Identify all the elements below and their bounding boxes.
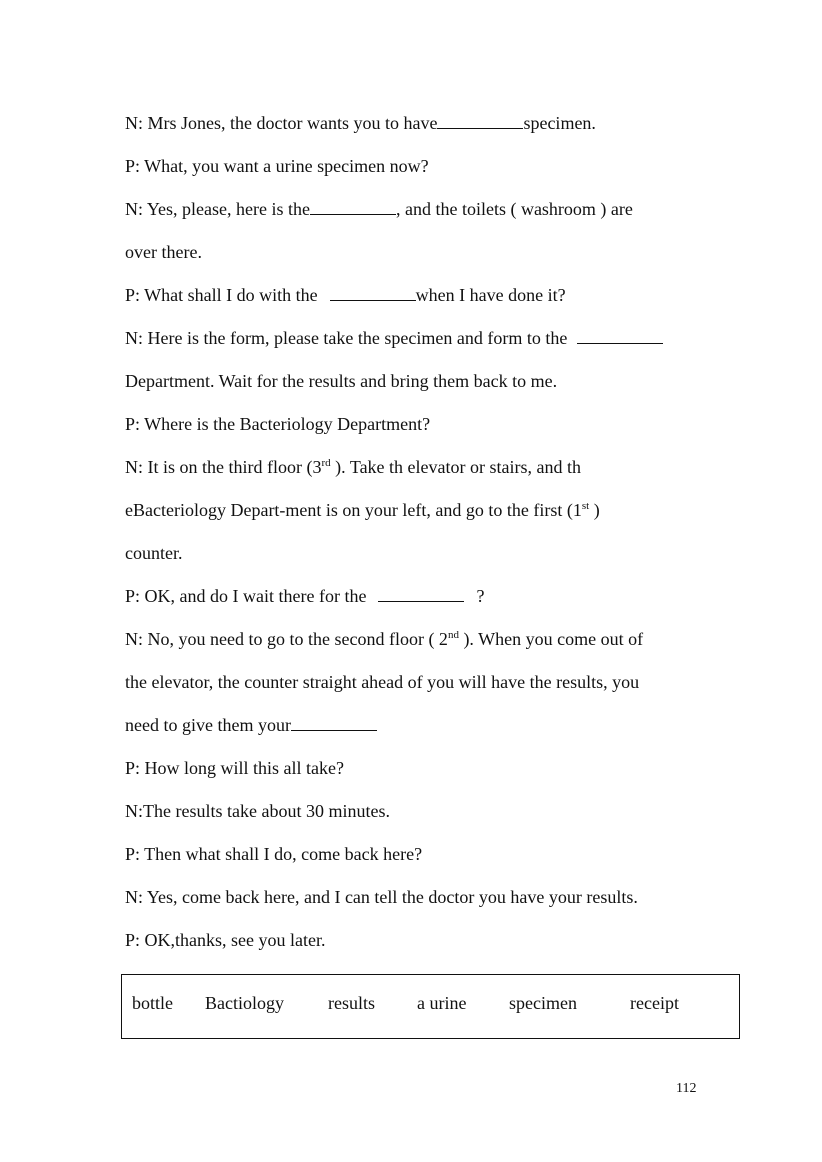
line-text: ) [589,500,600,520]
line-text: need to give them your [125,715,291,735]
line-text: P: OK,thanks, see you later. [125,930,326,950]
line-text: specimen. [523,113,596,133]
line-text: P: Then what shall I do, come back here? [125,844,423,864]
dialogue-line [125,198,633,220]
dialogue-line [125,499,600,521]
line-text: eBacteriology Depart-ment is on your left, and go to the first (1 [125,500,582,520]
dialogue-line [125,585,484,607]
line-text: counter. [125,543,183,563]
word-bank-item: a urine [417,993,467,1013]
word-bank-item: results [328,993,375,1013]
ordinal-suffix: st [581,500,590,512]
answer-blank [378,585,464,602]
answer-blank [310,198,396,215]
line-text: N: Yes, come back here, and I can tell the doctor you have your results. [125,887,638,907]
line-text: ). When you come out of [458,629,644,649]
answer-blank [437,112,523,129]
dialogue-line [125,757,344,779]
dialogue-line [125,284,566,306]
line-text: over there. [125,242,202,262]
dialogue-line [125,327,663,349]
word-bank-item: bottle [132,993,173,1013]
line-text: P: Where is the Bacteriology Department? [125,414,431,434]
line-text: the elevator, the counter straight ahead of you will have the results, you [125,672,640,692]
word-bank-item: receipt [630,993,679,1013]
line-text: N: Yes, please, here is the [125,199,310,219]
dialogue-line [125,929,325,951]
word-bank-box [121,974,740,1039]
line-text: N: Here is the form, please take the specimen and form to the [125,328,568,348]
line-text: Department. Wait for the results and bring them back to me. [125,371,558,391]
dialogue-line [125,714,377,736]
line-text: ? [476,586,485,606]
line-text: N: Mrs Jones, the doctor wants you to have [125,113,438,133]
page-number: 112 [676,1081,697,1096]
dialogue-line [125,241,202,263]
dialogue-line [125,542,182,564]
line-text: N: No, you need to go to the second floor ( 2 [125,629,448,649]
dialogue-line [125,456,581,478]
line-text: P: What, you want a urine specimen now? [125,156,429,176]
answer-blank [577,327,663,344]
ordinal-suffix: nd [447,629,459,641]
line-text: P: OK, and do I wait there for the [125,586,367,606]
dialogue-line [125,800,390,822]
dialogue-line [125,112,596,134]
word-bank-item: Bactiology [205,993,284,1013]
dialogue-line [125,671,639,693]
line-text: , and the toilets ( washroom ) are [395,199,633,219]
answer-blank [330,284,416,301]
dialogue-line [125,843,422,865]
word-bank-item: specimen [509,993,577,1013]
line-text: N: It is on the third floor (3 [125,457,322,477]
dialogue-line [125,155,429,177]
line-text: P: What shall I do with the [125,285,318,305]
ordinal-suffix: rd [321,457,331,469]
dialogue-line [125,413,430,435]
answer-blank [291,714,377,731]
line-text: when I have done it? [415,285,566,305]
line-text: N:The results take about 30 minutes. [125,801,390,821]
line-text: ). Take th elevator or stairs, and th [330,457,581,477]
dialogue-line [125,886,638,908]
line-text: P: How long will this all take? [125,758,344,778]
dialogue-line [125,370,557,392]
dialogue-line [125,628,643,650]
